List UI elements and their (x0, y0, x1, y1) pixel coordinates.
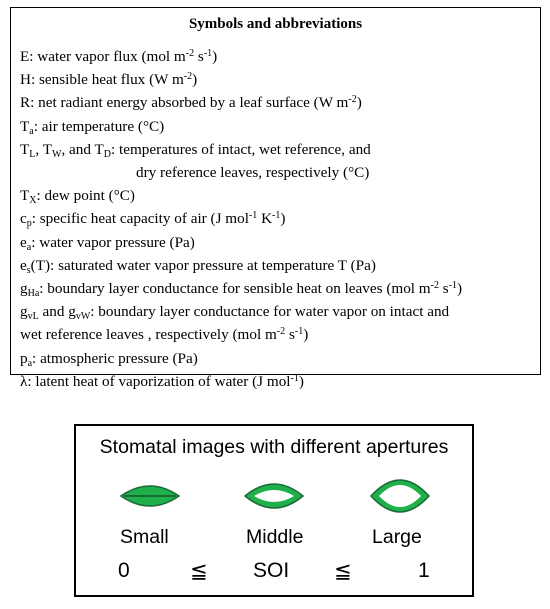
text-segment: : air temperature (°C) (33, 117, 165, 135)
text-segment: T (20, 140, 30, 158)
large-stoma-icon (368, 470, 432, 522)
symbol-definition (20, 347, 540, 370)
symbols-title: Symbols and abbreviations (188, 16, 363, 32)
symbol-definition (20, 254, 540, 277)
leq-symbol-right: ≦ (334, 560, 352, 583)
subscript: L (29, 148, 36, 160)
scale-min: 0 (118, 559, 130, 582)
superscript: -2 (348, 94, 357, 106)
subscript: X (29, 195, 37, 207)
text-segment: ) (457, 280, 463, 298)
superscript: -1 (294, 326, 304, 338)
symbol-definition (20, 68, 540, 91)
subscript: vL (27, 311, 39, 323)
text-segment: ) (212, 48, 218, 65)
symbol-definition (20, 161, 540, 184)
text-segment: e (20, 233, 27, 251)
text-segment: g (20, 280, 28, 298)
text-segment: ) (298, 372, 304, 390)
text-segment: K (257, 210, 273, 228)
text-segment: : dew point (°C) (36, 187, 135, 205)
symbol-definition (20, 323, 540, 346)
text-segment: T (20, 187, 30, 205)
text-segment: s (285, 326, 295, 344)
symbol-definition (20, 45, 540, 68)
text-segment: , T (35, 140, 52, 158)
text-segment: : temperatures of intact, wet reference, and (111, 140, 371, 158)
symbol-definition (20, 300, 540, 323)
text-segment: ) (303, 326, 309, 344)
subscript: a (26, 241, 32, 253)
symbol-definition (20, 91, 540, 114)
text-segment: : boundary layer conductance for sensible heat on leaves (mol m (39, 280, 431, 298)
text-segment: R: net radiant energy absorbed by a leaf surface (W m (20, 94, 349, 112)
text-segment: , and T (61, 140, 104, 158)
text-segment: : atmospheric pressure (Pa) (32, 349, 198, 367)
text-segment: s (438, 280, 449, 298)
superscript: -1 (248, 210, 258, 222)
superscript: -2 (276, 326, 286, 338)
text-segment: and g (38, 303, 76, 321)
symbol-definition (20, 370, 540, 393)
symbol-definition (20, 138, 540, 161)
symbol-definition (20, 231, 540, 254)
text-segment: E: water vapor flux (mol m (20, 48, 186, 65)
text-segment: p (20, 349, 28, 367)
text-segment: wet reference leaves , respectively (mol m (20, 326, 277, 344)
subscript: W (52, 148, 62, 160)
text-segment: e (20, 256, 27, 274)
scale-max: 1 (418, 559, 430, 582)
text-segment: (T): saturated water vapor pressure at temperature T (Pa) (30, 256, 376, 274)
soi-label: SOI (253, 559, 290, 582)
text-segment: c (20, 210, 27, 228)
text-segment: s (194, 48, 204, 65)
text-segment: g (20, 303, 28, 321)
subscript: a (27, 357, 33, 369)
large-label: Large (372, 526, 422, 548)
symbol-definition (20, 115, 540, 138)
text-segment: : water vapor pressure (Pa) (31, 233, 195, 251)
leq-symbol-left: ≦ (190, 560, 208, 583)
subscript: D (103, 148, 112, 160)
text-segment: ) (280, 210, 286, 228)
superscript: -2 (183, 71, 193, 83)
subscript: p (26, 218, 32, 230)
superscript: -1 (272, 210, 281, 222)
superscript: -1 (290, 372, 299, 384)
middle-stoma-icon (242, 474, 306, 518)
superscript: -2 (430, 280, 439, 292)
text-segment: T (20, 117, 30, 135)
text-segment: λ: latent heat of vaporization of water (J mol (20, 372, 291, 390)
text-segment: : boundary layer conductance for water vapor on intact and (90, 303, 450, 321)
text-segment: dry reference leaves, respectively (°C) (136, 164, 370, 182)
superscript: -2 (185, 48, 195, 59)
subscript: s (26, 264, 31, 276)
symbol-definition (20, 277, 540, 300)
text-segment: ) (192, 71, 198, 89)
middle-label: Middle (246, 526, 304, 548)
superscript: -1 (203, 48, 213, 59)
subscript: a (29, 125, 34, 137)
symbol-definition (20, 207, 540, 230)
small-label: Small (120, 526, 169, 548)
subscript: vW (75, 311, 91, 323)
small-stoma-icon (118, 476, 182, 516)
stomata-box (74, 424, 474, 597)
symbols-list (20, 45, 540, 393)
text-segment: : specific heat capacity of air (J mol (31, 210, 249, 228)
text-segment: H: sensible heat flux (W m (20, 71, 184, 89)
symbols-box (10, 7, 541, 390)
superscript: -1 (448, 280, 458, 292)
stomata-title: Stomatal images with different apertures (99, 436, 449, 458)
symbol-definition (20, 184, 540, 207)
subscript: Ha (27, 288, 40, 300)
text-segment: ) (356, 94, 362, 112)
